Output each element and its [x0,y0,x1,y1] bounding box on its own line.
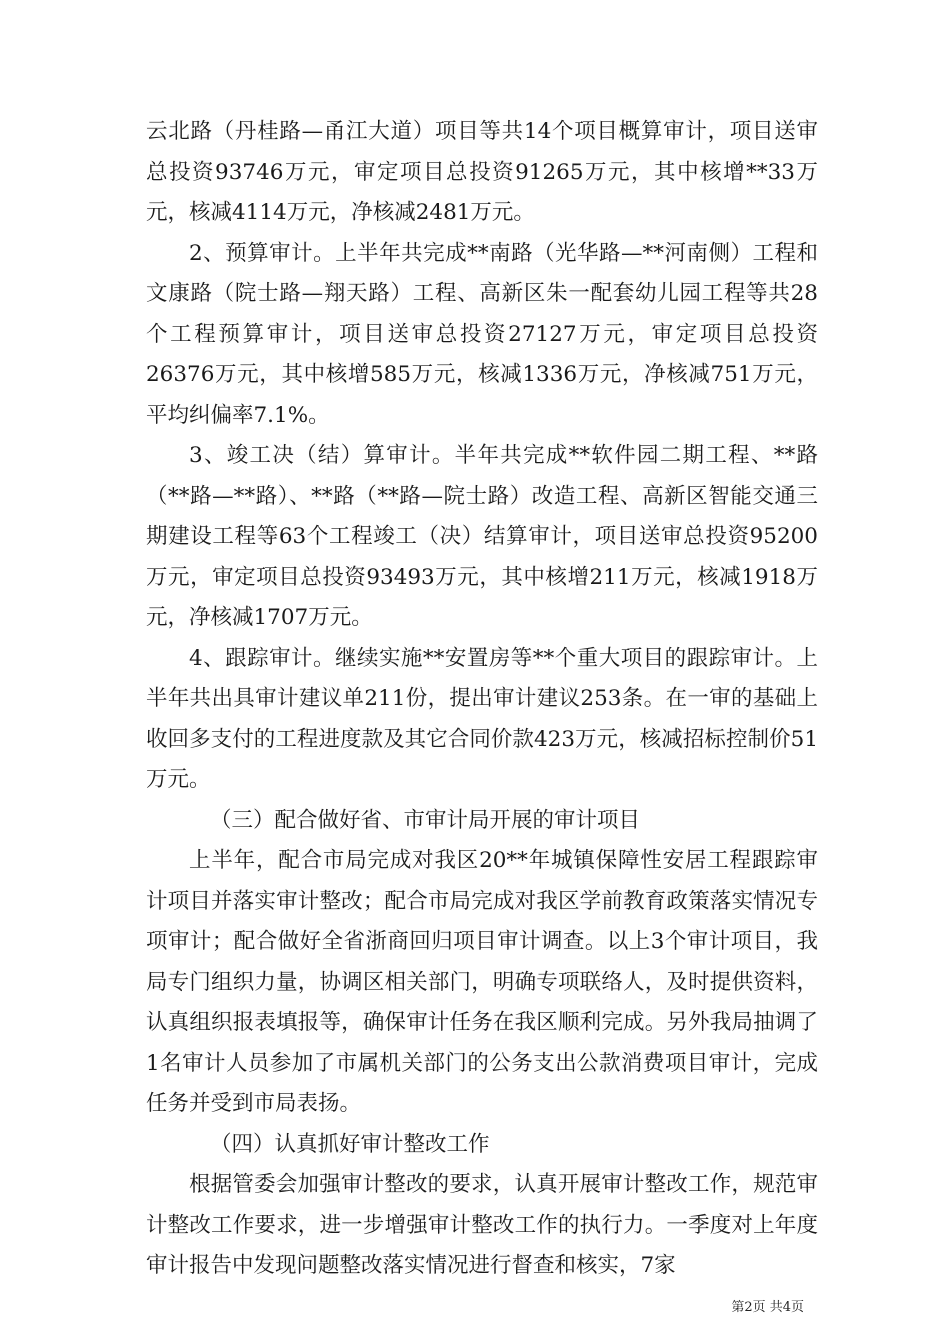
paragraph-final-account-audit: 3、竣工决（结）算审计。半年共完成**软件园二期工程、**路（**路—**路）、**路（**路—院士路）改造工程、高新区智能交通三期建设工程等63个工程竣工（决）结算审计，项目送审总投资95200万元，审定项目总投资93493万元，其中核增211万元，核减1918万元，净核减1707万元。 [146,443,818,630]
body-text [146,112,818,1287]
paragraph-rectification: 根据管委会加强审计整改的要求，认真开展审计整改工作，规范审计整改工作要求，进一步增强审计整改工作的执行力。一季度对上年度审计报告中发现问题整改落实情况进行督查和核实，7家 [146,1172,818,1278]
page-number: 第2页 共4页 [731,1300,804,1315]
section-heading-3: （三）配合做好省、市审计局开展的审计项目 [210,807,641,833]
paragraph-cooperation: 上半年，配合市局完成对我区20**年城镇保障性安居工程跟踪审计项目并落实审计整改；配合市局完成对我区学前教育政策落实情况专项审计；配合做好全省浙商回归项目审计调查。以上3个审计项目，我局专门组织力量，协调区相关部门，明确专项联络人，及时提供资料，认真组织报表填报等，确保审计任务在我区顺利完成。另外我局抽调了1名审计人员参加了市属机关部门的公务支出公款消费项目审计，完成任务并受到市局表扬。 [146,848,818,1116]
paragraph-budget-audit: 2、预算审计。上半年共完成**南路（光华路—**河南侧）工程和文康路（院士路—翔天路）工程、高新区朱一配套幼儿园工程等共28个工程预算审计，项目送审总投资27127万元，审定项目总投资26376万元，其中核增585万元，核减1336万元，净核减751万元，平均纠偏率7.1%。 [146,240,818,428]
paragraph-tracking-audit: 4、跟踪审计。继续实施**安置房等**个重大项目的跟踪审计。上半年共出具审计建议单211份，提出审计建议253条。在一审的基础上收回多支付的工程进度款及其它合同价款423万元，核减招标控制价51万元。 [146,645,818,792]
section-heading-4: （四）认真抓好审计整改工作 [210,1131,490,1157]
paragraph-continuation: 云北路（丹桂路—甬江大道）项目等共14个项目概算审计，项目送审总投资93746万元，审定项目总投资91265万元，其中核增**33万元，核减4114万元，净核减2481万元。 [146,119,818,225]
